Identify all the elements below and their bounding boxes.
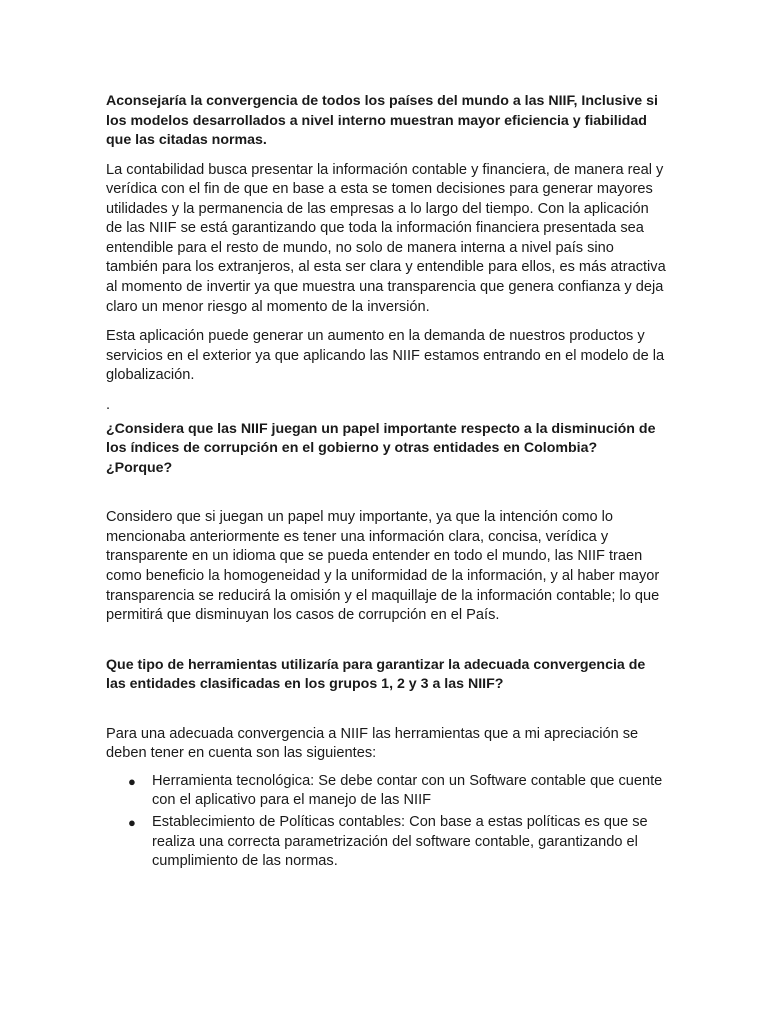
- tools-bullet-list: [106, 772, 666, 872]
- bullet-item-text: Establecimiento de Políticas contables: Con base a estas políticas es que se realiza una correcta parametrización del software contable, garantizando el cumplimiento de las normas.: [152, 814, 648, 870]
- question-1-paragraph-1: La contabilidad busca presentar la información contable y financiera, de manera real y verídica con el fin de que en base a esta se tomen decisiones para generar mayores utilidades y la permanencia de las empresas a lo largo del tiempo. Con la aplicación de las NIIF se está garantizando que toda la información financiera presentada sea entendible para el resto de mundo, no solo de manera interna a nivel país sino también para los extranjeros, al esta ser clara y entendible para ellos, es más atractiva al momento de invertir ya que muestra una transparencia que genera confianza y deja claro un menor riesgo al momento de la inversión.: [106, 161, 666, 315]
- question-2-paragraph-1: Considero que si juegan un papel muy importante, ya que la intención como lo mencionaba anteriormente es tener una información clara, concisa, verídica y transparente en un idioma que se pueda entender en todo el mundo, las NIIF traen como beneficio la homogeneidad y la uniformidad de la información, y al haber mayor transparencia se reducirá la omisión y el maquillaje de la información contable; lo que permitirá que disminuyan los casos de corrupción en el País.: [106, 509, 660, 624]
- question-3-paragraph-1: Para una adecuada convergencia a NIIF las herramientas que a mi apreciación se deben tener en cuenta son las siguientes:: [106, 725, 639, 762]
- question-1-heading: Aconsejaría la convergencia de todos los países del mundo a las NIIF, Inclusive si los modelos desarrollados a nivel interno muestran mayor eficiencia y fiabilidad que las citadas normas.: [106, 93, 658, 148]
- bullet-item-text: Herramienta tecnológica: Se debe contar con un Software contable que cuente con el aplicativo para el manejo de las NIIF: [152, 772, 663, 809]
- bullet-item: [106, 772, 666, 811]
- bullet-item: [106, 813, 666, 872]
- bullet-icon: ●: [128, 815, 136, 831]
- bullet-icon: ●: [128, 773, 136, 789]
- question-2-heading: ¿Considera que las NIIF juegan un papel importante respecto a la disminución de los índices de corrupción en el gobierno y otras entidades en Colombia? ¿Porque?: [106, 420, 656, 476]
- question-1-paragraph-2: Esta aplicación puede generar un aumento en la demanda de nuestros productos y servicios en el exterior ya que aplicando las NIIF estamos entrando en el modelo de la globalización.: [106, 328, 665, 384]
- separator-dot: .: [106, 397, 111, 414]
- document-page: [106, 92, 666, 874]
- question-3-heading: Que tipo de herramientas utilizaría para garantizar la adecuada convergencia de las entidades clasificadas en los grupos 1, 2 y 3 a las NIIF?: [106, 656, 646, 693]
- spacer: [106, 703, 666, 725]
- spacer: [106, 486, 666, 508]
